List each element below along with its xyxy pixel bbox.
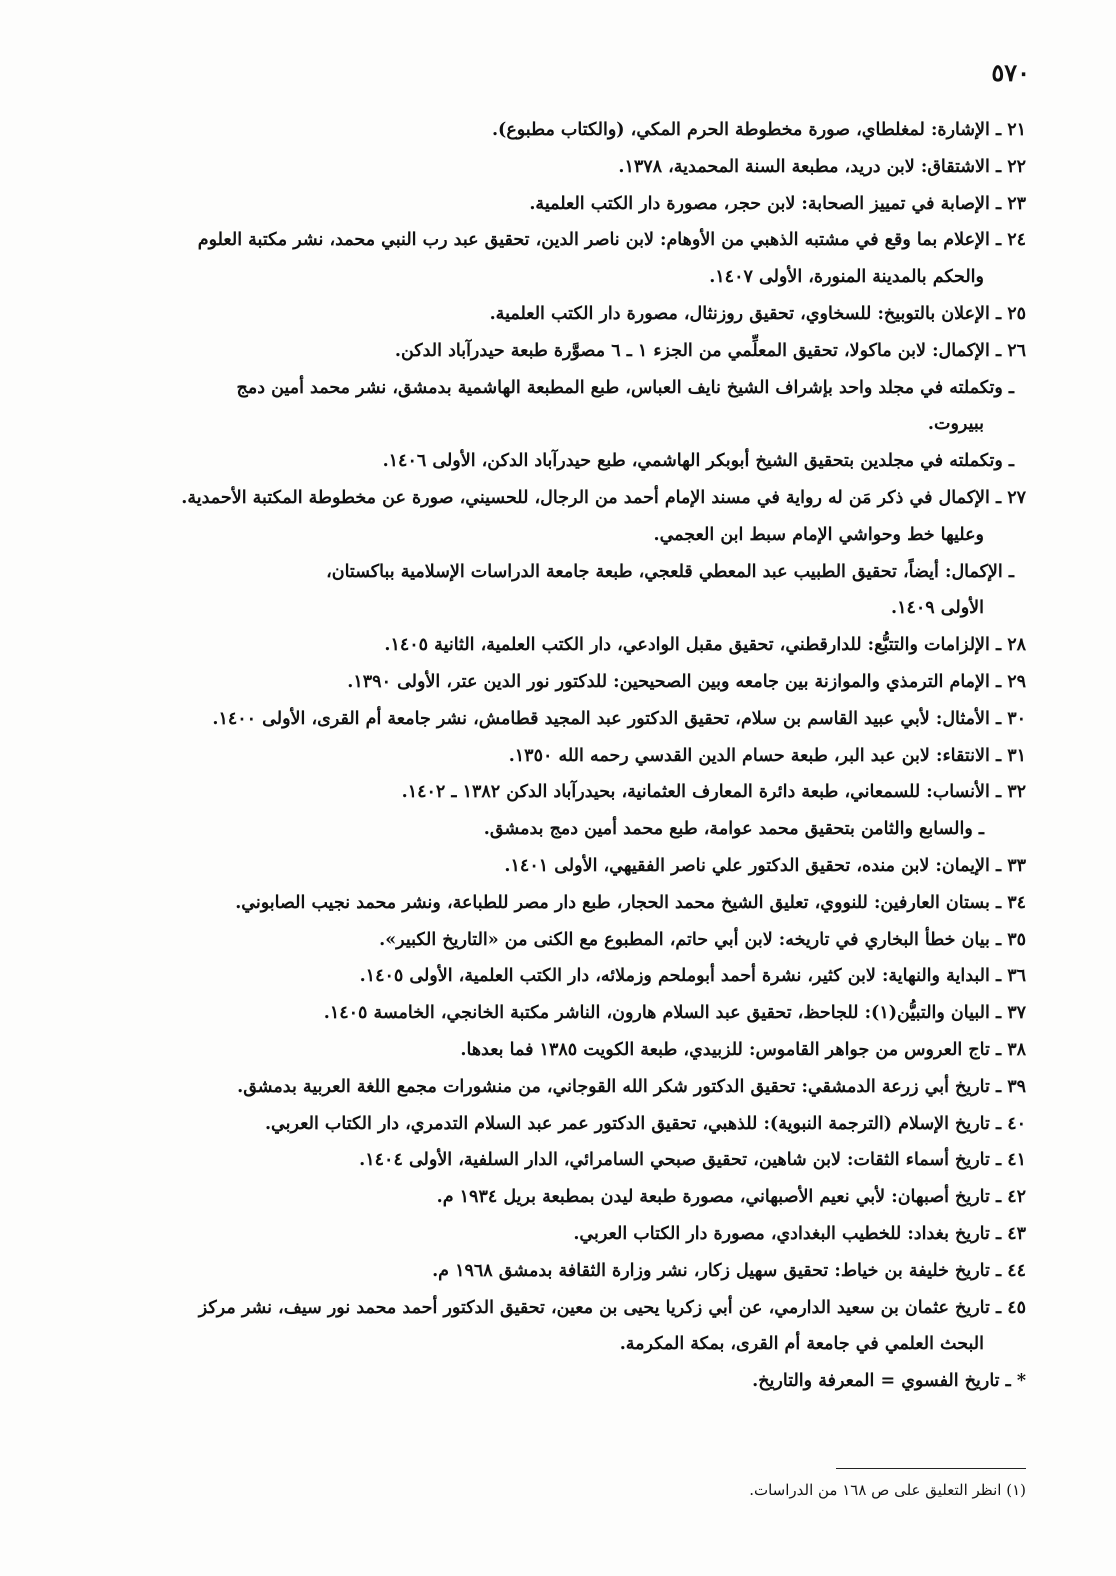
entry-31: ٣١ ـ الانتقاء: لابن عبد البر، طبعة حسام الدين القدسي رحمه الله ١٣٥٠. [508,745,1026,766]
entry-44: ٤٤ ـ تاريخ خليفة بن خياط: تحقيق سهيل زكار، نشر وزارة الثقافة بدمشق ١٩٦٨ م. [432,1260,1026,1281]
entry-45-continuation: البحث العلمي في جامعة أم القرى، بمكة المكرمة. [619,1334,984,1355]
bibliography-list [66,112,1026,1400]
entry-45: ٤٥ ـ تاريخ عثمان بن سعيد الدارمي، عن أبي زكريا يحيى بن معين، تحقيق الدكتور أحمد محمد نور سيف، نشر مركز [198,1297,1026,1318]
page-number: ٥٧٠ [991,58,1030,87]
entry-27-continuation: وعليها خط وحواشي الإمام سبط ابن العجمي. [653,524,984,545]
entry-23: ٢٣ ـ الإصابة في تمييز الصحابة: لابن حجر، مصورة دار الكتب العلمية. [529,193,1026,214]
entry-26-sub-1-continuation: ببيروت. [927,414,984,435]
entry-24: ٢٤ ـ الإعلام بما وقع في مشتبه الذهبي من الأوهام: لابن ناصر الدين، تحقيق عبد رب النبي محمد، نشر مكتبة العلوم [197,230,1026,251]
entry-26-sub-2: ـ وتكملته في مجلدين بتحقيق الشيخ أبوبكر الهاشمي، طبع حيدرآباد الدكن، الأولى ١٤٠٦. [382,451,1014,472]
footnote: (١) انظر التعليق على ص ١٦٨ من الدراسات. [749,1481,1026,1499]
entry-36: ٣٦ ـ البداية والنهاية: لابن كثير، نشرة أحمد أبوملحم وزملائه، دار الكتب العلمية، الأولى ١٤٠٥. [359,966,1026,987]
entry-26-sub-1: ـ وتكملته في مجلد واحد بإشراف الشيخ نايف العباس، طبع المطبعة الهاشمية بدمشق، نشر محمد أمين دمج [236,377,1014,398]
entry-29: ٢٩ ـ الإمام الترمذي والموازنة بين جامعه وبين الصحيحين: للدكتور نور الدين عتر، الأولى ١٣٩٠. [347,671,1026,692]
entry-cross-reference: * ـ تاريخ الفسوي = المعرفة والتاريخ. [752,1371,1026,1392]
entry-34: ٣٤ ـ بستان العارفين: للنووي، تعليق الشيخ محمد الحجار، طبع دار مصر للطباعة، ونشر محمد نجيب الصابوني. [235,892,1026,913]
entry-27: ٢٧ ـ الإكمال في ذكر مَن له رواية في مسند الإمام أحمد من الرجال، للحسيني، صورة عن مخطوطة المكتبة الأحمدية. [181,487,1026,508]
entry-32: ٣٢ ـ الأنساب: للسمعاني، طبعة دائرة المعارف العثمانية، بحيدرآباد الدكن ١٣٨٢ ـ ١٤٠٢. [401,782,1026,803]
entry-33: ٣٣ ـ الإيمان: لابن منده، تحقيق الدكتور علي ناصر الفقيهي، الأولى ١٤٠١. [504,855,1026,876]
entry-27-sub-1-continuation: الأولى ١٤٠٩. [890,598,984,619]
entry-41: ٤١ ـ تاريخ أسماء الثقات: لابن شاهين، تحقيق صبحي السامرائي، الدار السلفية، الأولى ١٤٠٤. [359,1150,1026,1171]
entry-39: ٣٩ ـ تاريخ أبي زرعة الدمشقي: تحقيق الدكتور شكر الله القوجاني، من منشورات مجمع اللغة العربية بدمشق. [237,1076,1026,1097]
entry-37: ٣٧ ـ البيان والتبيُّن(١): للجاحظ، تحقيق عبد السلام هارون، الناشر مكتبة الخانجي، الخامسة ١٤٠٥. [323,1003,1026,1024]
footnote-divider [836,1468,1026,1469]
entry-42: ٤٢ ـ تاريخ أصبهان: لأبي نعيم الأصبهاني، مصورة طبعة ليدن بمطبعة بريل ١٩٣٤ م. [436,1187,1026,1208]
entry-32-sub-1: ـ والسابع والثامن بتحقيق محمد عوامة، طبع محمد أمين دمج بدمشق. [483,819,984,840]
entry-24-continuation: والحكم بالمدينة المنورة، الأولى ١٤٠٧. [709,267,984,288]
entry-38: ٣٨ ـ تاج العروس من جواهر القاموس: للزبيدي، طبعة الكويت ١٣٨٥ فما بعدها. [460,1039,1026,1060]
entry-43: ٤٣ ـ تاريخ بغداد: للخطيب البغدادي، مصورة دار الكتاب العربي. [573,1223,1026,1244]
entry-25: ٢٥ ـ الإعلان بالتوبيخ: للسخاوي، تحقيق روزنثال، مصورة دار الكتب العلمية. [489,303,1026,324]
entry-30: ٣٠ ـ الأمثال: لأبي عبيد القاسم بن سلام، تحقيق الدكتور عبد المجيد قطامش، نشر جامعة أم القرى، الأولى ١٤٠٠. [212,708,1026,729]
entry-21: ٢١ ـ الإشارة: لمغلطاي، صورة مخطوطة الحرم المكي، (والكتاب مطبوع). [491,120,1026,140]
entry-28: ٢٨ ـ الإلزامات والتتبُّع: للدارقطني، تحقيق مقبل الوادعي، دار الكتب العلمية، الثانية ١٤٠٥. [384,635,1026,656]
entry-35: ٣٥ ـ بيان خطأ البخاري في تاريخه: لابن أبي حاتم، المطبوع مع الكنى من «التاريخ الكبير». [379,929,1026,950]
entry-26: ٢٦ ـ الإكمال: لابن ماكولا، تحقيق المعلِّمي من الجزء ١ ـ ٦ مصوَّرة طبعة حيدرآباد الدكن. [394,340,1026,361]
entry-40: ٤٠ ـ تاريخ الإسلام (الترجمة النبوية): للذهبي، تحقيق الدكتور عمر عبد السلام التدمري، دار الكتاب العربي. [264,1113,1026,1134]
entry-27-sub-1: ـ الإكمال: أيضاً، تحقيق الطبيب عبد المعطي قلعجي، طبعة جامعة الدراسات الإسلامية بباكستان، [326,561,1014,582]
entry-22: ٢٢ ـ الاشتقاق: لابن دريد، مطبعة السنة المحمدية، ١٣٧٨. [618,156,1026,177]
